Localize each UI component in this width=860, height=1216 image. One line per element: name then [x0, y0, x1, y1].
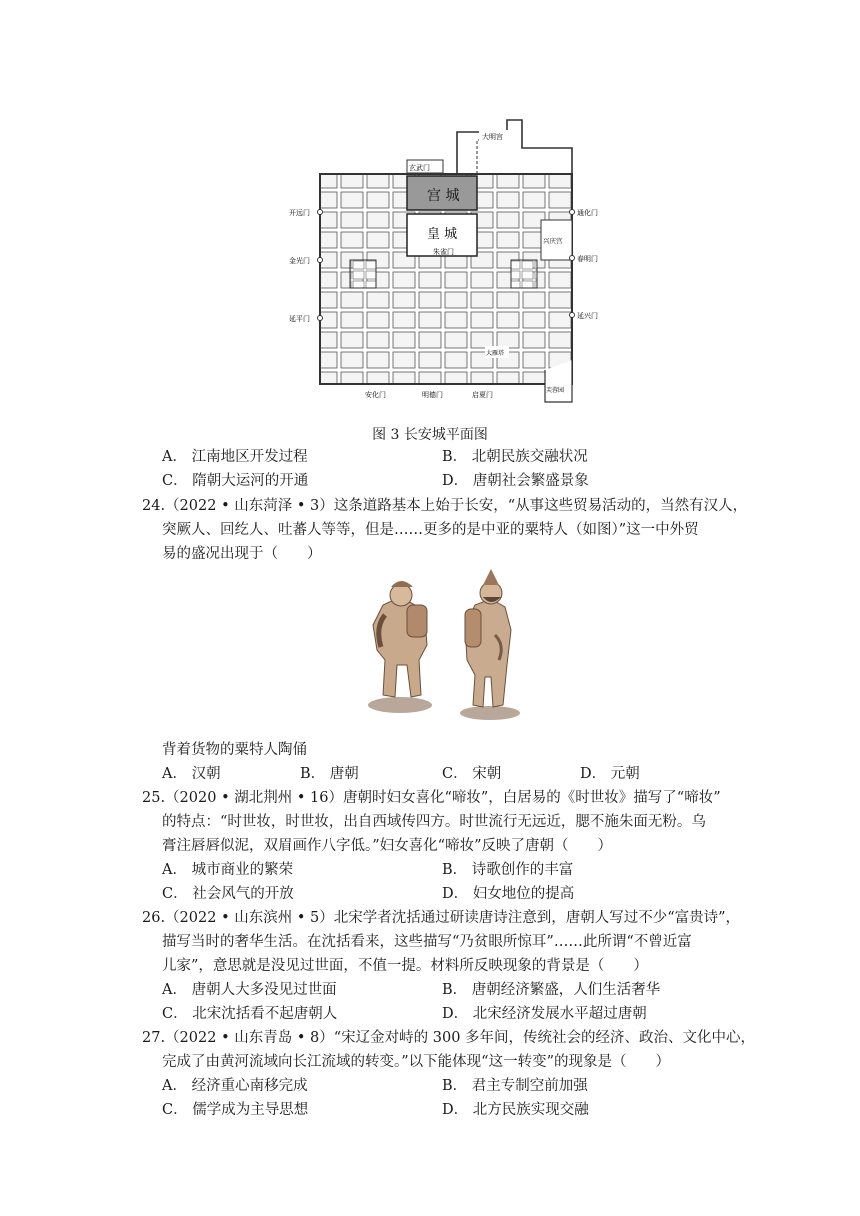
- q26-option-d: D． 北宋经济发展水平超过唐朝: [442, 1006, 647, 1022]
- q26-option-c: C． 北宋沈括看不起唐朝人: [162, 1006, 338, 1022]
- q24-option-b: B． 唐朝: [300, 766, 359, 782]
- q25-stem-line1: 25.（2020 • 湖北荆州 • 16）唐朝时妇女喜化“啼妆”，白居易的《时世妆》描写了“啼妆”: [142, 790, 721, 806]
- q26-option-b: B． 唐朝经济繁盛，人们生活奢华: [442, 982, 661, 998]
- q25-stem-line2: 的特点：“时世妆，时世妆，出自西域传四方。时世流行无远近，腮不施朱面无粉。乌: [162, 814, 706, 830]
- q26-stem-line3: 儿家”，意思就是没见过世面，不值一提。材料所反映现象的背景是（ ）: [162, 958, 648, 974]
- xingqinggong-label: 兴庆宫: [543, 237, 563, 245]
- q25-option-c: C． 社会风气的开放: [162, 886, 294, 902]
- q24-option-c: C． 宋朝: [442, 766, 502, 782]
- q27-option-a: A． 经济重心南移完成: [162, 1078, 308, 1094]
- jinguangmen-label: 金光门: [289, 257, 310, 265]
- tonghuamen-label: 通化门: [577, 209, 598, 217]
- dayanta-label: 大雁塔: [486, 350, 505, 357]
- zhuquemen-label: 朱雀门: [433, 248, 454, 256]
- q27-option-d: D． 北方民族实现交融: [442, 1102, 589, 1118]
- q27-option-b: B． 君主专制空前加强: [442, 1078, 588, 1094]
- q24-stem-line2: 突厥人、回纥人、吐蕃人等等，但是……更多的是中亚的粟特人（如图）”这一中外贸: [162, 522, 699, 538]
- kaiyuanmen-label: 开远门: [289, 209, 310, 217]
- q27-stem-line1: 27.（2022 • 山东青岛 • 8）“宋辽金对峙的 300 多年间，传统社会的经济、政治、文化中心，: [142, 1030, 756, 1046]
- q26-stem-line2: 描写当时的奢华生活。在沈括看来，这些描写“乃贫眼所惊耳”……此所谓“不曾近富: [162, 934, 692, 950]
- mingdemen-label: 明德门: [422, 391, 443, 399]
- q25-option-b: B． 诗歌创作的丰富: [442, 862, 574, 878]
- sogdian-figurines-image: [355, 565, 535, 725]
- yanpingmen-label: 延平门: [289, 315, 310, 323]
- q24-figure-caption: 背着货物的粟特人陶俑: [162, 742, 307, 758]
- changan-map-svg: [287, 110, 607, 410]
- yanxingmen-label: 延兴门: [577, 312, 598, 320]
- anhuamen-label: 安化门: [365, 391, 386, 399]
- q23-option-a: A． 江南地区开发过程: [162, 449, 308, 465]
- q24-option-a: A． 汉朝: [162, 766, 221, 782]
- q25-option-d: D． 妇女地位的提高: [442, 886, 575, 902]
- xuanwumen-label: 玄武门: [409, 164, 430, 172]
- q27-option-c: C． 儒学成为主导思想: [162, 1102, 309, 1118]
- q25-option-a: A． 城市商业的繁荣: [162, 862, 294, 878]
- q23-option-b: B． 北朝民族交融状况: [442, 449, 588, 465]
- q23-option-c: C． 隋朝大运河的开通: [162, 473, 309, 489]
- changan-map-figure: [287, 110, 607, 410]
- gongcheng-label: 宫 城: [427, 188, 460, 204]
- q23-option-d: D． 唐朝社会繁盛景象: [442, 473, 589, 489]
- q24-stem-line1: 24.（2022 • 山东菏泽 • 3）这条道路基本上始于长安，“从事这些贸易活动的，当然有汉人，: [142, 498, 748, 514]
- q27-stem-line2: 完成了由黄河流域向长江流域的转变。”以下能体现“这一转变”的现象是（ ）: [162, 1054, 670, 1070]
- q24-stem-line3: 易的盛况出现于（ ）: [162, 546, 322, 562]
- q26-stem-line1: 26.（2022 • 山东滨州 • 5）北宋学者沈括通过研读唐诗注意到，唐朝人写过不少“富贵诗”，: [142, 910, 741, 926]
- daminggong-label: 大明宫: [482, 133, 503, 141]
- chunmingmen-label: 春明门: [577, 255, 598, 263]
- figure3-caption: 图 3 长安城平面图: [372, 427, 488, 443]
- q25-stem-line3: 膏注唇唇似泥，双眉画作八字低。”妇女喜化“啼妆”反映了唐朝（ ）: [162, 838, 612, 854]
- q24-option-d: D． 元朝: [580, 766, 640, 782]
- q26-option-a: A． 唐朝人大多没见过世面: [162, 982, 337, 998]
- huangcheng-label: 皇 城: [427, 227, 458, 242]
- furongyuan-label: 芙蓉园: [546, 387, 565, 394]
- qixiamen-label: 启夏门: [472, 391, 493, 399]
- figurines-svg: [355, 565, 535, 725]
